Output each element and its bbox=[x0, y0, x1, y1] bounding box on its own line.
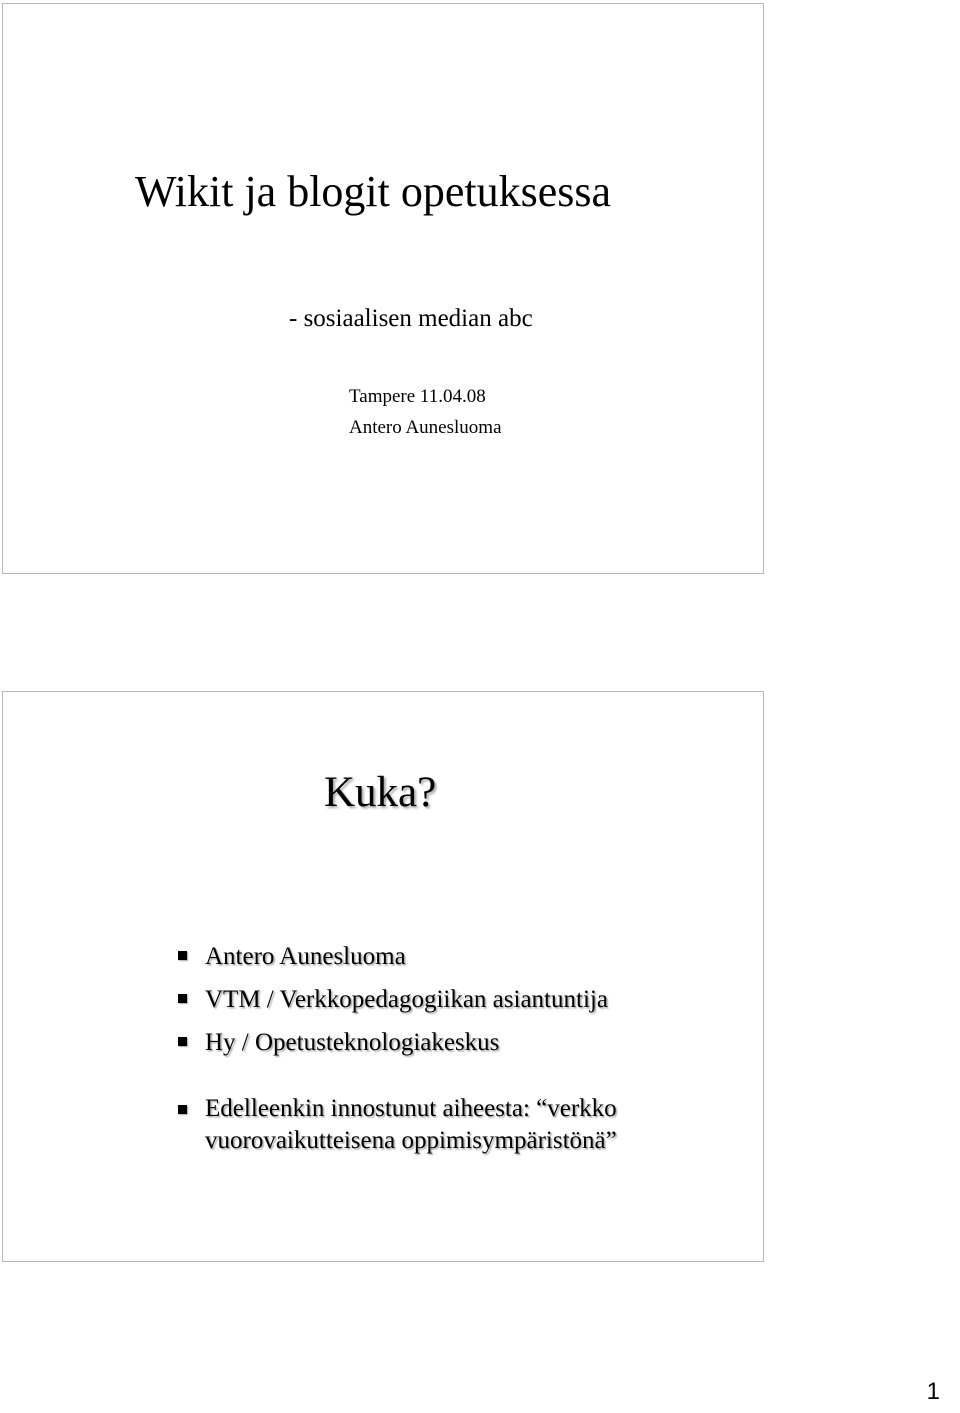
slide-2-title: Kuka? bbox=[324, 769, 437, 816]
square-bullet-icon bbox=[178, 951, 187, 960]
square-bullet-icon bbox=[178, 1037, 187, 1046]
slide-1 bbox=[2, 3, 764, 574]
slide-2 bbox=[2, 691, 764, 1262]
bullet-text-line-1: Edelleenkin innostunut aiheesta: “verkko bbox=[205, 1095, 617, 1122]
bullet-text-line-2: vuorovaikutteisena oppimisympäristönä” bbox=[205, 1127, 617, 1154]
page-number: 1 bbox=[926, 1378, 940, 1405]
slide-1-subtitle: - sosiaalisen median abc bbox=[289, 305, 533, 332]
bullet-text: Antero Aunesluoma bbox=[205, 943, 406, 970]
bullet-list bbox=[173, 935, 617, 1157]
list-item bbox=[173, 1021, 617, 1064]
bullet-text: VTM / Verkkopedagogiikan asiantuntija bbox=[205, 986, 608, 1013]
bullet-text: Hy / Opetusteknologiakeskus bbox=[205, 1029, 500, 1056]
list-item bbox=[173, 935, 617, 978]
square-bullet-icon bbox=[178, 994, 187, 1003]
list-item bbox=[173, 978, 617, 1021]
slide-1-date: Tampere 11.04.08 bbox=[349, 386, 486, 407]
slide-1-title: Wikit ja blogit opetuksessa bbox=[135, 167, 612, 216]
square-bullet-icon bbox=[178, 1105, 187, 1114]
list-item bbox=[173, 1093, 617, 1157]
slide-1-author: Antero Aunesluoma bbox=[349, 417, 502, 438]
